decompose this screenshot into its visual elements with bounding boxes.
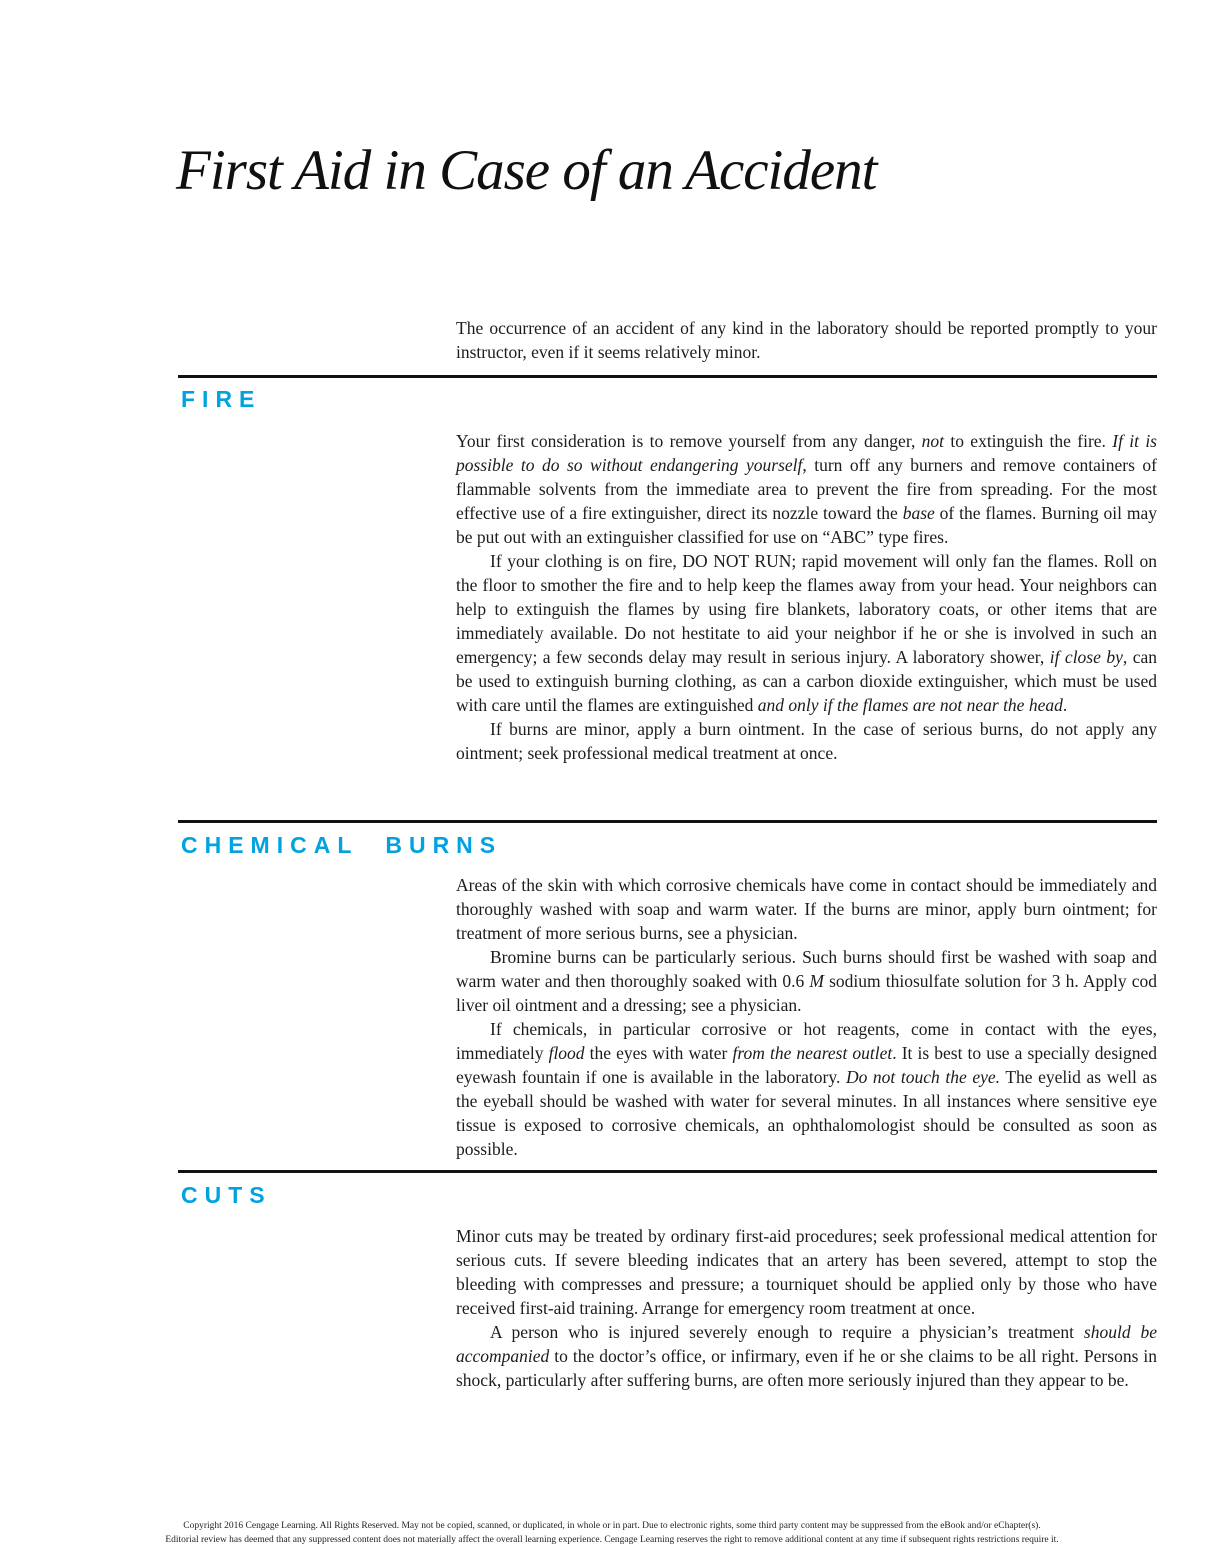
- paragraph: If burns are minor, apply a burn ointment. In the case of serious burns, do not apply any ointment; seek professional medical treatment at once.: [456, 719, 1157, 763]
- copyright-line-1: Copyright 2016 Cengage Learning. All Rights Reserved. May not be copied, scanned, or duplicated, in whole or in part. Due to electronic rights, some third party content may be suppressed from the eBook and/or eChapter(s).: [183, 1521, 1041, 1531]
- copyright-footer: [0, 1519, 1224, 1547]
- copyright-line-2: Editorial review has deemed that any suppressed content does not materially affect the overall learning experience. Cengage Learning reserves the right to remove additional content at any time if subsequent rights restrictions require it.: [165, 1535, 1059, 1545]
- section-heading-fire: FIRE: [181, 386, 262, 412]
- paragraph: Bromine burns can be particularly serious. Such burns should first be washed with soap and warm water and then thoroughly soaked with 0.6 M sodium thiosulfate solution for 3 h. Apply cod liver oil ointment and a dressing; see a physician.: [456, 947, 1157, 1015]
- section-divider-fire: [178, 375, 1157, 378]
- section-heading-cuts: CUTS: [181, 1182, 272, 1208]
- paragraph: Minor cuts may be treated by ordinary first-aid procedures; seek professional medical attention for serious cuts. If severe bleeding indicates that an artery has been severed, attempt to stop the bleeding with compresses and pressure; a tourniquet should be applied only by those who have received first-aid training. Arrange for emergency room treatment at once.: [456, 1226, 1157, 1318]
- intro-paragraph: The occurrence of an accident of any kind in the laboratory should be reported promptly to your instructor, even if it seems relatively minor.: [456, 318, 1157, 362]
- paragraph: A person who is injured severely enough to require a physician’s treatment should be accompanied to the doctor’s office, or infirmary, even if he or she claims to be all right. Persons in shock, particularly after suffering burns, are often more seriously injured than they appear to be.: [456, 1322, 1157, 1390]
- section-divider-cuts: [178, 1170, 1157, 1173]
- section-divider-chemical-burns: [178, 820, 1157, 823]
- section-body-fire: [456, 429, 1157, 765]
- paragraph: If your clothing is on fire, DO NOT RUN; rapid movement will only fan the flames. Roll on the floor to smother the fire and to help keep the flames away from your head. Your neighbors can help to extinguish the flames by using fire blankets, laboratory coats, or other items that are immediately available. Do not hestitate to aid your neighbor if he or she is involved in such an emergency; a few seconds delay may result in serious injury. A laboratory shower, if close by, can be used to extinguish burning clothing, as can a carbon dioxide extinguisher, which must be used with care until the flames are extinguished and only if the flames are not near the head.: [456, 551, 1157, 715]
- section-body-cuts: [456, 1224, 1157, 1392]
- paragraph: If chemicals, in particular corrosive or hot reagents, come in contact with the eyes, immediately flood the eyes with water from the nearest outlet. It is best to use a specially designed eyewash fountain if one is available in the laboratory. Do not touch the eye. The eyelid as well as the eyeball should be washed with water for several minutes. In all instances where sensitive eye tissue is exposed to corrosive chemicals, an ophthalomologist should be consulted as soon as possible.: [456, 1019, 1158, 1159]
- paragraph: Areas of the skin with which corrosive chemicals have come in contact should be immediately and thoroughly washed with soap and warm water. If the burns are minor, apply burn ointment; for treatment of more serious burns, see a physician.: [456, 875, 1157, 943]
- page-title: First Aid in Case of an Accident: [176, 139, 877, 202]
- paragraph: Your first consideration is to remove yourself from any danger, not to extinguish the fire. If it is possible to do so without endangering yourself, turn off any burners and remove containers of flammable solvents from the immediate area to prevent the fire from spreading. For the most effective use of a fire extinguisher, direct its nozzle toward the base of the flames. Burning oil may be put out with an extinguisher classified for use on “ABC” type fires.: [456, 431, 1157, 547]
- section-body-chemical-burns: [456, 873, 1157, 1161]
- section-heading-chemical-burns: CHEMICAL BURNS: [181, 832, 503, 858]
